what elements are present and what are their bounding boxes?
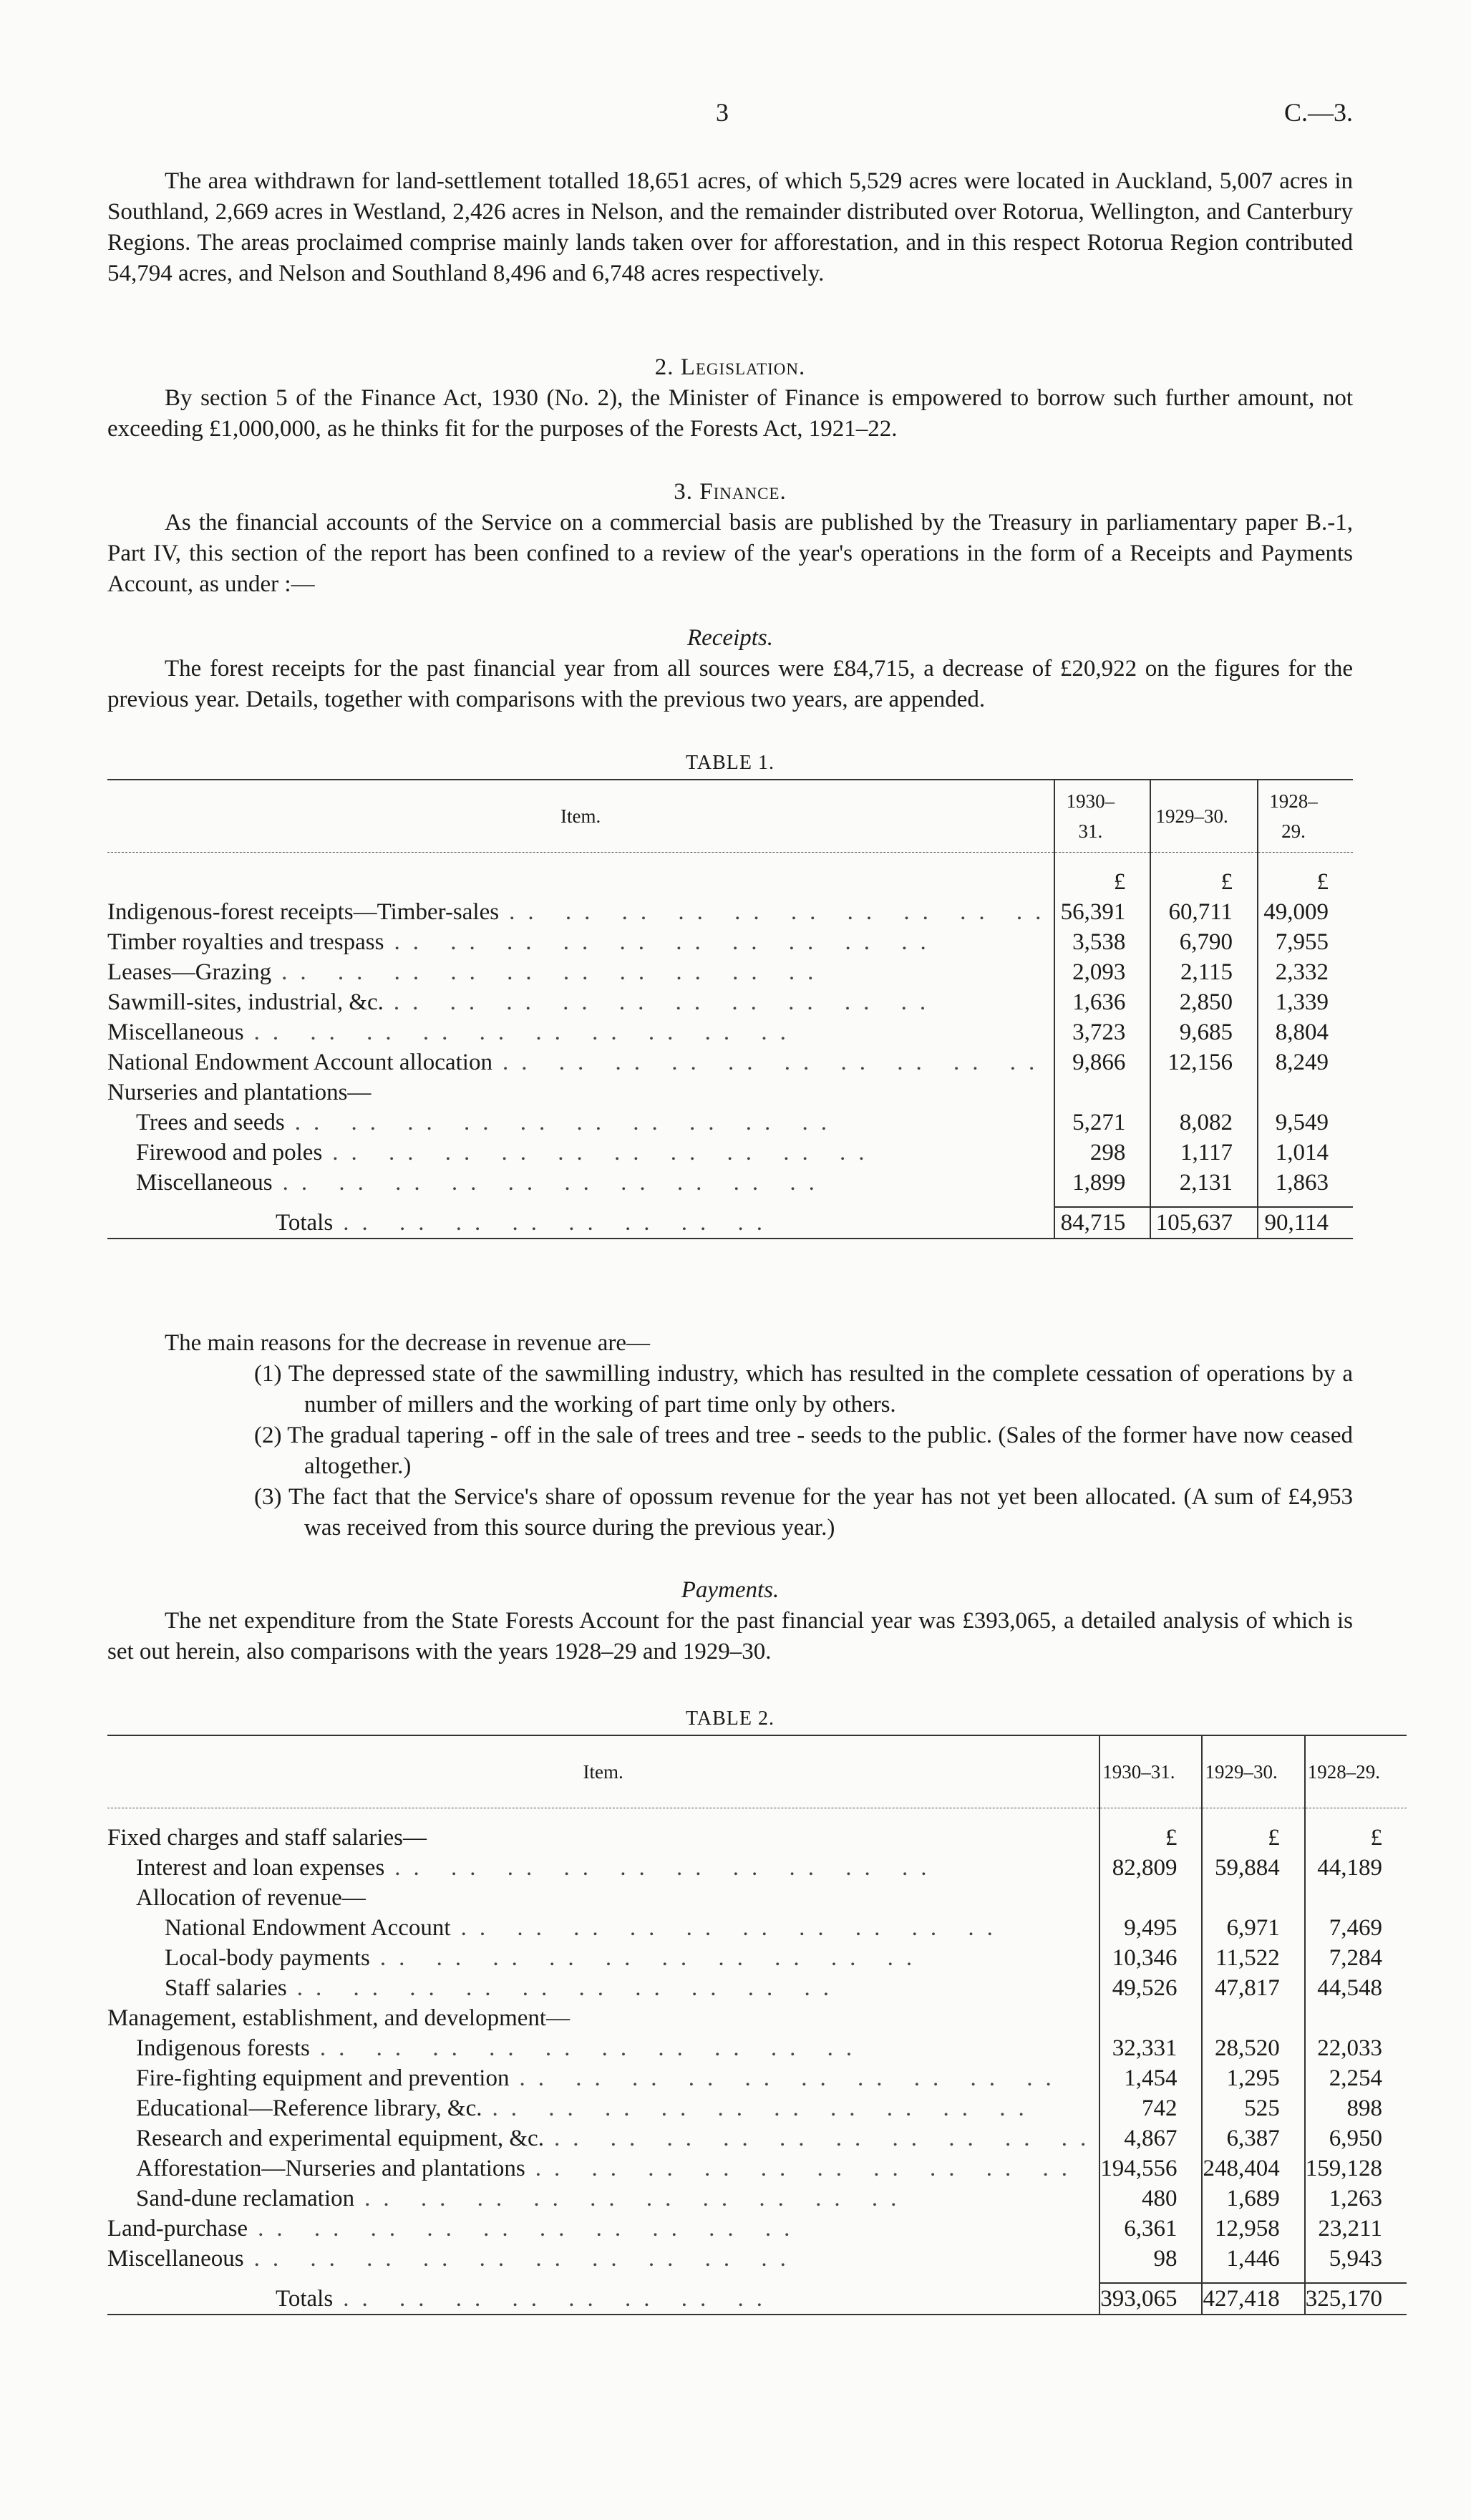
row-label-cell — [107, 1138, 1054, 1168]
row-label-cell — [107, 1883, 1099, 1913]
legislation-section — [107, 352, 1353, 445]
table-cell: 11,522 — [1202, 1943, 1304, 1973]
currency-label-cell — [107, 867, 1054, 897]
leader-dots: .. .. .. .. .. .. .. .. .. .. — [502, 1050, 1048, 1075]
spacer-cell — [107, 2274, 1099, 2283]
table-cell: 5,271 — [1054, 1108, 1150, 1138]
row-label — [107, 2123, 1099, 2153]
row-label-cell — [107, 2153, 1099, 2184]
row-label-cell — [107, 897, 1054, 927]
spacer-row — [107, 1198, 1353, 1207]
row-label-cell — [107, 2093, 1099, 2123]
spacer-cell — [1202, 1808, 1304, 1823]
table-cell: 9,866 — [1054, 1047, 1150, 1077]
table-cell — [1202, 2003, 1304, 2033]
row-label — [107, 1168, 1054, 1198]
table-row — [107, 2033, 1407, 2063]
row-label — [107, 1138, 1054, 1168]
spacer-cell — [1099, 2274, 1202, 2283]
spacer-cell — [1305, 2274, 1407, 2283]
table-cell: 60,711 — [1150, 897, 1258, 927]
table-cell: 9,549 — [1258, 1108, 1353, 1138]
table-cell: 480 — [1099, 2184, 1202, 2214]
table-cell: 7,469 — [1305, 1913, 1407, 1943]
table-cell: 7,284 — [1305, 1943, 1407, 1973]
leader-dots: .. .. .. .. .. .. .. .. .. .. — [319, 2035, 865, 2061]
totals-cell: 393,065 — [1099, 2283, 1202, 2315]
totals-cell: 325,170 — [1305, 2283, 1407, 2315]
leader-dots: .. .. .. .. .. .. .. .. .. .. — [492, 2095, 1037, 2121]
row-label-text: Sand-dune reclamation — [136, 2186, 355, 2211]
row-label — [107, 2153, 1099, 2184]
row-label-text: Local-body payments — [165, 1945, 370, 1971]
table-cell: 2,850 — [1150, 987, 1258, 1017]
table-cell: 1,014 — [1258, 1138, 1353, 1168]
table-cell: 1,863 — [1258, 1168, 1353, 1198]
table-row — [107, 2063, 1407, 2093]
table-cell: 898 — [1305, 2093, 1407, 2123]
table-row — [107, 1853, 1407, 1883]
table-cell: 525 — [1202, 2093, 1304, 2123]
row-label — [107, 957, 1054, 987]
table-cell — [1099, 1883, 1202, 1913]
totals-cell: 427,418 — [1202, 2283, 1304, 2315]
table-row — [107, 1047, 1353, 1077]
page-header — [107, 97, 1353, 133]
payments-text: The net expenditure from the State Forests Account for the past financial year was £393,065, a detailed analysis of which is set out herein, also comparisons with the years 1928–29 and 1929–30. — [107, 1608, 1353, 1664]
table1-block — [107, 752, 1353, 1239]
table-cell: 47,817 — [1202, 1973, 1304, 2003]
row-label-cell — [107, 1973, 1099, 2003]
row-label — [107, 1943, 1099, 1973]
payments-heading: Payments. — [681, 1577, 780, 1603]
row-label-text: Miscellaneous — [107, 2246, 244, 2272]
list-item: (1) The depressed state of the sawmilling industry, which has resulted in the complete cessation of operations by a number of millers and the working of part time only by others. — [254, 1361, 1353, 1418]
table-cell: 2,093 — [1054, 957, 1150, 987]
row-label — [107, 1017, 1054, 1047]
table-cell: 1,263 — [1305, 2184, 1407, 2214]
spacer-cell — [107, 1198, 1054, 1207]
row-label — [107, 2093, 1099, 2123]
table-cell: 32,331 — [1099, 2033, 1202, 2063]
finance-section — [107, 477, 1353, 600]
table-cell — [1054, 1077, 1150, 1108]
totals-label — [107, 2284, 1099, 2314]
table-row — [107, 1943, 1407, 1973]
table-cell: 2,115 — [1150, 957, 1258, 987]
row-label — [107, 2033, 1099, 2063]
table-row — [107, 1973, 1407, 2003]
table-row — [107, 2153, 1407, 2184]
table-cell: 1,689 — [1202, 2184, 1304, 2214]
row-label — [107, 2214, 1099, 2244]
table-cell — [1258, 1077, 1353, 1108]
table-cell: 7,955 — [1258, 927, 1353, 957]
table-cell: 49,009 — [1258, 897, 1353, 927]
leader-dots: .. .. .. .. .. .. .. .. .. .. — [519, 2065, 1064, 2091]
totals-label-text: Totals — [276, 2285, 334, 2312]
row-label — [107, 2063, 1099, 2093]
receipts-text: The forest receipts for the past financial year from all sources were £84,715, a decrease of £20,922 on the figures for the previous year. Details, together with comparisons with the previous two years, are appended. — [107, 656, 1353, 712]
row-label-text: Afforestation—Nurseries and plantations — [136, 2156, 525, 2181]
table-row — [107, 1883, 1407, 1913]
leader-dots: .. .. .. .. .. .. .. .. .. .. — [296, 1975, 843, 2001]
table-cell: 12,156 — [1150, 1047, 1258, 1077]
leader-dots: .. .. .. .. .. .. .. .. .. .. — [294, 1110, 840, 1135]
table-cell: 3,723 — [1054, 1017, 1150, 1047]
table-cell: 10,346 — [1099, 1943, 1202, 1973]
reasons-list — [107, 1359, 1353, 1544]
totals-label-cell — [107, 2283, 1099, 2315]
table2-caption: TABLE 2. — [686, 1707, 775, 1730]
list-item: (3) The fact that the Service's share of opossum revenue for the year has not yet been allocated. (A sum of £4,953 was received from this source during the previous year.) — [254, 1484, 1353, 1541]
row-label-cell — [107, 1913, 1099, 1943]
row-label — [107, 1823, 1099, 1853]
totals-label — [107, 1208, 1054, 1238]
table-cell: 8,249 — [1258, 1047, 1353, 1077]
leader-dots: .. .. .. .. .. .. .. .. .. .. — [535, 2156, 1081, 2181]
table-row — [107, 1913, 1407, 1943]
document-page — [107, 0, 1382, 2520]
reasons-section — [107, 1328, 1353, 1544]
table-row — [107, 2184, 1407, 2214]
table-cell: 9,685 — [1150, 1017, 1258, 1047]
row-label-cell — [107, 927, 1054, 957]
table-cell — [1099, 2003, 1202, 2033]
table-cell: 9,495 — [1099, 1913, 1202, 1943]
row-label-text: Miscellaneous — [107, 1019, 244, 1045]
totals-row — [107, 1207, 1353, 1239]
table-cell: 742 — [1099, 2093, 1202, 2123]
table-cell: 6,790 — [1150, 927, 1258, 957]
row-label — [107, 1913, 1099, 1943]
row-label-cell — [107, 2244, 1099, 2274]
table-cell: 12,958 — [1202, 2214, 1304, 2244]
column-header-year: 1930–31. — [1099, 1735, 1202, 1808]
table-row — [107, 2003, 1407, 2033]
table-cell: 1,454 — [1099, 2063, 1202, 2093]
row-label-cell — [107, 1823, 1099, 1853]
table-row — [107, 2244, 1407, 2274]
table-cell: 2,332 — [1258, 957, 1353, 987]
leader-dots: .. .. .. .. .. .. .. .. .. .. — [364, 2186, 910, 2211]
table-row — [107, 1017, 1353, 1047]
totals-cell: 90,114 — [1258, 1207, 1353, 1239]
table-cell: 159,128 — [1305, 2153, 1407, 2184]
spacer-cell — [107, 1808, 1099, 1823]
row-label-cell — [107, 2123, 1099, 2153]
row-label-text: Fire-fighting equipment and prevention — [136, 2065, 510, 2091]
row-label-text: Educational—Reference library, &c. — [136, 2095, 482, 2121]
row-label-cell — [107, 1853, 1099, 1883]
row-label — [107, 927, 1054, 957]
currency-row — [107, 867, 1353, 897]
row-label-text: Land-purchase — [107, 2216, 248, 2242]
table-cell: 6,361 — [1099, 2214, 1202, 2244]
row-label-text: Miscellaneous — [136, 1170, 273, 1196]
table-row — [107, 897, 1353, 927]
leader-dots: .. .. .. .. .. .. .. .. .. .. — [253, 2246, 799, 2272]
table-cell — [1202, 1883, 1304, 1913]
currency-symbol: £ — [1054, 867, 1150, 897]
row-label-cell — [107, 1943, 1099, 1973]
table-cell: 1,339 — [1258, 987, 1353, 1017]
row-label-text: Management, establishment, and development— — [107, 2005, 571, 2031]
row-label-text: Interest and loan expenses — [136, 1855, 385, 1881]
row-label-text: Research and experimental equipment, &c. — [136, 2126, 544, 2151]
row-label-text: Allocation of revenue— — [136, 1885, 366, 1911]
table-cell: £ — [1305, 1823, 1407, 1853]
spacer-row — [107, 853, 1353, 868]
payments-section — [107, 1575, 1353, 1667]
table-cell: 28,520 — [1202, 2033, 1304, 2063]
row-label — [107, 897, 1054, 927]
document-code: C.—3. — [1283, 98, 1353, 127]
spacer-row — [107, 1808, 1407, 1823]
table-cell: 82,809 — [1099, 1853, 1202, 1883]
leader-dots: .. .. .. .. .. .. .. .. .. .. — [332, 1140, 878, 1166]
row-label-cell — [107, 1017, 1054, 1047]
row-label-text: Trees and seeds — [136, 1110, 285, 1135]
row-label — [107, 1108, 1054, 1138]
currency-symbol: £ — [1150, 867, 1258, 897]
row-label-cell — [107, 1077, 1054, 1108]
row-label-cell — [107, 2184, 1099, 2214]
leader-dots: .. .. .. .. .. .. .. .. .. .. — [509, 899, 1054, 925]
table-row — [107, 1168, 1353, 1198]
row-label — [107, 2003, 1099, 2033]
table-row — [107, 1108, 1353, 1138]
finance-heading: 3. Finance. — [674, 479, 787, 505]
leader-dots: .. .. .. .. .. .. .. .. .. .. — [394, 929, 939, 955]
table-row — [107, 1138, 1353, 1168]
row-label-cell — [107, 1047, 1054, 1077]
table-cell: 59,884 — [1202, 1853, 1304, 1883]
leader-dots: .. .. .. .. .. .. .. .. .. .. — [460, 1915, 1006, 1941]
table-cell: 5,943 — [1305, 2244, 1407, 2274]
table2 — [107, 1735, 1407, 2315]
table-cell: 2,131 — [1150, 1168, 1258, 1198]
table-row — [107, 987, 1353, 1017]
table-cell: 6,950 — [1305, 2123, 1407, 2153]
row-label-cell — [107, 1108, 1054, 1138]
spacer-cell — [1202, 2274, 1304, 2283]
table-cell — [1305, 2003, 1407, 2033]
row-label-text: Staff salaries — [165, 1975, 287, 2001]
row-label-cell — [107, 987, 1054, 1017]
table-cell: 49,526 — [1099, 1973, 1202, 2003]
intro-paragraph: The area withdrawn for land-settlement totalled 18,651 acres, of which 5,529 acres were located in Auckland, 5,007 acres in Southland, 2,669 acres in Westland, 2,426 acres in Nelson, and the remainder distributed over Rotorua, Wellington, and Canterbury Regions. The areas proclaimed comprise mainly lands taken over for afforestation, and in this respect Rotorua Region contributed 54,794 acres, and Nelson and Southland 8,496 and 6,748 acres respectively. — [107, 168, 1353, 286]
row-label — [107, 1853, 1099, 1883]
row-label — [107, 1047, 1054, 1077]
row-label-cell — [107, 1168, 1054, 1198]
receipts-section — [107, 623, 1353, 715]
column-header-year: 1928–29. — [1258, 780, 1353, 853]
leader-dots: .. .. .. .. .. .. .. .. .. .. — [258, 2216, 803, 2242]
row-label-cell — [107, 2063, 1099, 2093]
spacer-cell — [1258, 1198, 1353, 1207]
column-header-item: Item. — [107, 1735, 1099, 1808]
table-cell: 56,391 — [1054, 897, 1150, 927]
table-cell: 248,404 — [1202, 2153, 1304, 2184]
spacer-cell — [1054, 853, 1150, 868]
row-label — [107, 2244, 1099, 2274]
table-cell — [1150, 1077, 1258, 1108]
table-cell: 44,189 — [1305, 1853, 1407, 1883]
table-cell: 98 — [1099, 2244, 1202, 2274]
spacer-cell — [1054, 1198, 1150, 1207]
row-label-text: Indigenous-forest receipts—Timber-sales — [107, 899, 500, 925]
table-row — [107, 2123, 1407, 2153]
table-header-row — [107, 1735, 1407, 1808]
page-number: 3 — [716, 98, 729, 127]
table-row — [107, 1823, 1407, 1853]
row-label-text: Nurseries and plantations— — [107, 1080, 372, 1105]
leader-dots: .. .. .. .. .. .. .. .. — [343, 2285, 775, 2312]
table-cell: 194,556 — [1099, 2153, 1202, 2184]
leader-dots: .. .. .. .. .. .. .. .. .. .. — [281, 959, 827, 985]
leader-dots: .. .. .. .. .. .. .. .. .. .. — [282, 1170, 827, 1196]
table-cell: 23,211 — [1305, 2214, 1407, 2244]
totals-label-text: Totals — [276, 1209, 334, 1236]
spacer-cell — [107, 853, 1054, 868]
column-header-year: 1930–31. — [1054, 780, 1150, 853]
table-cell: 2,254 — [1305, 2063, 1407, 2093]
table-cell: 6,387 — [1202, 2123, 1304, 2153]
totals-cell: 84,715 — [1054, 1207, 1150, 1239]
row-label-text: Sawmill-sites, industrial, &c. — [107, 989, 384, 1015]
table-cell: £ — [1202, 1823, 1304, 1853]
column-header-item: Item. — [107, 780, 1054, 853]
table-row — [107, 927, 1353, 957]
leader-dots: .. .. .. .. .. .. .. .. .. .. — [253, 1019, 799, 1045]
table-row — [107, 1077, 1353, 1108]
table-cell: 44,548 — [1305, 1973, 1407, 2003]
row-label — [107, 2184, 1099, 2214]
row-label-text: National Endowment Account allocation — [107, 1050, 492, 1075]
row-label-text: Leases—Grazing — [107, 959, 272, 985]
leader-dots: .. .. .. .. .. .. .. .. .. .. — [379, 1945, 926, 1971]
row-label-text: National Endowment Account — [165, 1915, 451, 1941]
totals-label-cell — [107, 1207, 1054, 1239]
spacer-cell — [1150, 853, 1258, 868]
spacer-cell — [1305, 1808, 1407, 1823]
leader-dots: .. .. .. .. .. .. .. .. .. .. — [553, 2126, 1099, 2151]
leader-dots: .. .. .. .. .. .. .. .. .. .. — [393, 989, 939, 1015]
table-cell: 8,082 — [1150, 1108, 1258, 1138]
table-row — [107, 2214, 1407, 2244]
currency-symbol: £ — [1258, 867, 1353, 897]
table-cell: 1,117 — [1150, 1138, 1258, 1168]
table1 — [107, 779, 1353, 1239]
table-cell: 6,971 — [1202, 1913, 1304, 1943]
table-cell: 4,867 — [1099, 2123, 1202, 2153]
legislation-heading: 2. Legislation. — [654, 354, 806, 380]
table-cell: 22,033 — [1305, 2033, 1407, 2063]
table1-caption: TABLE 1. — [686, 752, 775, 774]
column-header-year: 1929–30. — [1150, 780, 1258, 853]
list-item: (2) The gradual tapering - off in the sale of trees and tree - seeds to the public. (Sales of the former have now ceased altogether.) — [254, 1423, 1353, 1479]
table-cell: 3,538 — [1054, 927, 1150, 957]
row-label-text: Fixed charges and staff salaries— — [107, 1825, 427, 1851]
table-cell: 1,636 — [1054, 987, 1150, 1017]
table-row — [107, 2093, 1407, 2123]
row-label-cell — [107, 2003, 1099, 2033]
column-header-year: 1929–30. — [1202, 1735, 1304, 1808]
row-label — [107, 1973, 1099, 2003]
reasons-intro: The main reasons for the decrease in revenue are— — [165, 1330, 650, 1356]
row-label-text: Firewood and poles — [136, 1140, 323, 1166]
table-cell: 1,446 — [1202, 2244, 1304, 2274]
spacer-cell — [1150, 1198, 1258, 1207]
legislation-text: By section 5 of the Finance Act, 1930 (No. 2), the Minister of Finance is empowered to borrow such further amount, not exceeding £1,000,000, as he thinks fit for the purposes of the Forests Act, 1921–22. — [107, 385, 1353, 442]
row-label-cell — [107, 2033, 1099, 2063]
totals-cell: 105,637 — [1150, 1207, 1258, 1239]
table-cell: 8,804 — [1258, 1017, 1353, 1047]
row-label-cell — [107, 957, 1054, 987]
table-cell: 298 — [1054, 1138, 1150, 1168]
spacer-cell — [1099, 1808, 1202, 1823]
row-label — [107, 1883, 1099, 1913]
table2-block — [107, 1707, 1382, 2315]
leader-dots: .. .. .. .. .. .. .. .. — [343, 1209, 775, 1236]
row-label-text: Indigenous forests — [136, 2035, 310, 2061]
table-header-row — [107, 780, 1353, 853]
receipts-heading: Receipts. — [686, 625, 774, 651]
table-cell: £ — [1099, 1823, 1202, 1853]
column-header-year: 1928–29. — [1305, 1735, 1407, 1808]
spacer-row — [107, 2274, 1407, 2283]
row-label-cell — [107, 2214, 1099, 2244]
table-row — [107, 957, 1353, 987]
table-cell: 1,899 — [1054, 1168, 1150, 1198]
intro-section — [107, 166, 1353, 289]
finance-text: As the financial accounts of the Service on a commercial basis are published by the Treasury in parliamentary paper B.-1, Part IV, this section of the report has been confined to a review of the year's operations in the form of a Receipts and Payments Account, as under :— — [107, 510, 1353, 597]
totals-row — [107, 2283, 1407, 2315]
leader-dots: .. .. .. .. .. .. .. .. .. .. — [394, 1855, 940, 1881]
row-label-text: Timber royalties and trespass — [107, 929, 384, 955]
table-cell: 1,295 — [1202, 2063, 1304, 2093]
row-label — [107, 1077, 1054, 1108]
row-label — [107, 987, 1054, 1017]
table-cell — [1305, 1883, 1407, 1913]
spacer-cell — [1258, 853, 1353, 868]
